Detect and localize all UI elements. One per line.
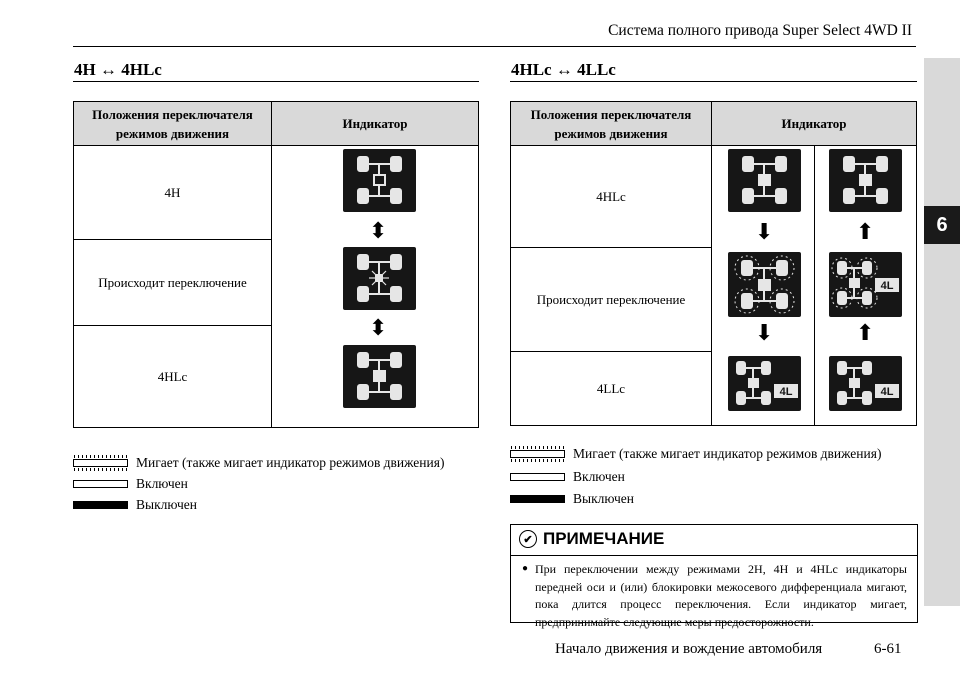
note-rule: [511, 555, 917, 556]
indicator-switching-left: [343, 247, 416, 310]
right-col-indicator-header: Индикатор: [712, 102, 917, 146]
flash-swatch: [73, 459, 128, 467]
left-legend-off-label: Выключен: [136, 497, 197, 512]
right-row-4hlc: 4HLc: [511, 146, 712, 248]
indicator-switching-col2: [829, 252, 902, 317]
right-legend-off: [510, 491, 634, 507]
left-section-rule: [73, 81, 479, 82]
footer-page-number: 6-61: [874, 641, 902, 657]
off-swatch: [510, 495, 565, 503]
on-swatch: [510, 473, 565, 481]
right-legend-off-label: Выключен: [573, 491, 634, 506]
right-arrow-down-2: ⬇: [755, 321, 774, 346]
left-section-title: 4H ↔ 4HLc: [74, 60, 162, 79]
left-row-4h: 4H: [74, 146, 272, 240]
left-legend-on-label: Включен: [136, 476, 188, 491]
note-heading: [519, 529, 664, 549]
indicator-4hlc-col2: [829, 149, 902, 212]
indicator-4llc-col2: [829, 356, 902, 411]
right-arrow-up-2: ⬆: [856, 321, 875, 346]
note-box: [510, 524, 918, 629]
left-mode-table: [73, 101, 479, 428]
off-swatch: [73, 501, 128, 509]
left-col-switch-header: Положения переключателя режимов движения: [74, 102, 272, 146]
flash-rays: [74, 468, 127, 471]
right-legend-on-label: Включен: [573, 469, 625, 484]
right-legend-on: [510, 469, 625, 485]
right-section-rule: [510, 81, 917, 82]
chapter-tab: 6: [924, 206, 960, 244]
right-row-4llc: 4LLc: [511, 352, 712, 426]
flash-rays: [74, 455, 127, 458]
header-rule: [73, 46, 916, 47]
footer-section-title: Начало движения и вождение автомобиля: [555, 641, 823, 657]
check-icon: ✔: [519, 530, 537, 548]
right-section-title: 4HLc ↔ 4LLc: [511, 60, 616, 79]
right-legend-flash-label: Мигает (также мигает индикатор режимов движения): [573, 446, 882, 461]
note-heading-label: ПРИМЕЧАНИЕ: [543, 529, 665, 548]
note-text: При переключении между режимами 2H, 4H и 4HLc индикаторы передней оси и (или) блокировки межосевого дифференциала мигают, пока длится процесс переключения. Если индикатор мигает, предпринимайте следующие меры предосторожности.: [535, 562, 907, 629]
on-swatch: [73, 480, 128, 488]
flash-rays: [511, 459, 564, 462]
right-arrow-down-1: ⬇: [755, 220, 774, 245]
indicator-4llc-col1: [728, 356, 801, 411]
left-row-switching: Происходит переключение: [74, 240, 272, 326]
indicator-4hlc-left: [343, 345, 416, 408]
chapter-strip: [924, 58, 960, 606]
flash-swatch: [510, 450, 565, 458]
flash-rays: [511, 446, 564, 449]
indicator-4hlc-col1: [728, 149, 801, 212]
left-legend-on: [73, 476, 188, 492]
left-legend-off: [73, 497, 197, 513]
left-arrow-updown-2: ⬍: [369, 316, 388, 341]
right-col-switch-header: Положения переключателя режимов движения: [511, 102, 712, 146]
right-arrow-up-1: ⬆: [856, 220, 875, 245]
page-header-title: Система полного привода Super Select 4WD II: [608, 22, 912, 39]
indicator-4h: [343, 149, 416, 212]
indicator-switching-col1: [728, 252, 801, 317]
left-legend-flash: [73, 455, 444, 471]
badge-4l-col2-label: 4L: [880, 386, 894, 398]
left-col-indicator-header: Индикатор: [272, 102, 479, 146]
left-arrow-updown-1: ⬍: [369, 219, 388, 244]
left-row-4hlc: 4HLc: [74, 326, 272, 428]
left-legend-flash-label: Мигает (также мигает индикатор режимов движения): [136, 455, 445, 470]
right-legend-flash: [510, 446, 881, 462]
badge-4l-col1-label: 4L: [779, 386, 793, 398]
badge-4l-switching-label: 4L: [880, 280, 894, 292]
right-row-switching: Происходит переключение: [511, 248, 712, 352]
bullet-icon: ●: [522, 563, 529, 574]
